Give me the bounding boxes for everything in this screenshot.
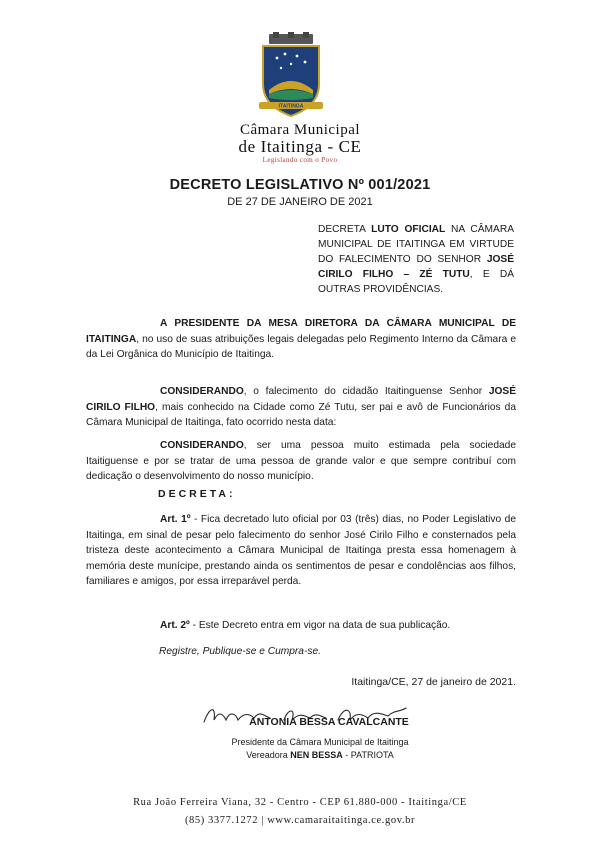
considerando-paragraph-1	[86, 384, 516, 431]
letterhead-motto: Legislando com o Povo	[262, 156, 338, 164]
considerando-paragraph-2	[86, 438, 516, 485]
considerando-2-label: CONSIDERANDO	[160, 440, 244, 451]
ementa	[318, 222, 514, 297]
footer-contact: (85) 3377.1272 | www.camaraitaitinga.ce.gov.br	[184, 815, 416, 826]
signatory-role-2-prefix: Vereadora	[246, 750, 291, 760]
considerando-1-text-a: , o falecimento do cidadão Itaitinguense Senhor	[243, 386, 489, 397]
document-date-subtitle: DE 27 DE JANEIRO DE 2021	[227, 196, 373, 208]
ementa-text-3: , E DÁ OUTRAS PROVIDÊNCIAS.	[318, 269, 514, 295]
letterhead-line-1: Câmara Municipal	[239, 122, 361, 138]
considerando-1-name: JOSÉ CIRILO FILHO	[86, 386, 516, 413]
considerando-1-text-b: , mais conhecido na Cidade como Zé Tutu, ser pai e avô de Funcionários da Câmara Municipal de Itaitinga, fato ocorrido nesta data:	[86, 401, 516, 428]
preamble-paragraph	[86, 316, 516, 363]
ementa-text-2: NA CÂMARA MUNICIPAL DE ITAITINGA EM VIRTUDE DO FALECIMENTO DO SENHOR	[318, 224, 514, 265]
article-2-text: - Este Decreto entra em vigor na data de sua publicação.	[189, 620, 451, 631]
ementa-bold-2: JOSÉ CIRILO FILHO – ZÉ TUTU	[318, 254, 514, 280]
signatory-name: ANTONIA BESSA CAVALCANTE	[249, 716, 409, 728]
article-1-label: Art. 1º	[160, 514, 191, 525]
footer-address: Rua João Ferreira Viana, 32 - Centro - CEP 61.880-000 - Itaitinga/CE	[133, 797, 467, 808]
preamble-text: , no uso de suas atribuições legais delegadas pelo Regimento Interno da Câmara e da Lei Orgânica do Município de Itaitinga.	[86, 333, 516, 360]
signatory-nickname: NEN BESSA	[290, 750, 343, 760]
crest-ribbon-text: ITAITINGA	[278, 103, 304, 110]
signatory-role: Presidente da Câmara Municipal de Itaitinga	[231, 737, 409, 747]
preamble-bold: A PRESIDENTE DA MESA DIRETORA DA CÂMARA MUNICIPAL DE ITAITINGA	[86, 318, 516, 345]
ementa-bold-1: LUTO OFICIAL	[371, 224, 446, 235]
article-1-text: - Fica decretado luto oficial por 03 (três) dias, no Poder Legislativo de Itaitinga, em sinal de pesar pelo falecimento do senhor José Cirilo Filho e consternados pela tristeza deste acontecimento a Câmara Municipal de Itaitinga presta essa homenagem à memória deste munícipe, prestando ainda os sentimentos de pesar e condolências aos filhos, familiares e amigos, por essa irreparável perda.	[86, 514, 517, 587]
decreta-heading: DECRETA:	[158, 488, 236, 500]
ementa-text-1: DECRETA	[318, 224, 372, 235]
considerando-1-label: CONSIDERANDO	[160, 386, 244, 397]
article-2	[86, 618, 516, 634]
date-line: Itaitinga/CE, 27 de janeiro de 2021.	[351, 676, 516, 688]
document-title: DECRETO LEGISLATIVO Nº 001/2021	[169, 177, 431, 193]
considerando-2-text: , ser uma pessoa muito estimada pela sociedade Itaitiguense e por se tratar de uma pessoa de grande valor e que sempre contribuí com dedicação o desenvolvimento do nosso município.	[86, 440, 516, 482]
signatory-role-2	[40, 750, 600, 760]
letterhead-line-2: de Itaitinga - CE	[238, 137, 362, 156]
signatory-party: - PATRIOTA	[342, 750, 394, 760]
registre-line: Registre, Publique-se e Cumpra-se.	[159, 646, 321, 657]
article-1	[86, 512, 516, 590]
article-2-label: Art. 2º	[160, 620, 190, 631]
coat-of-arms-icon	[255, 32, 327, 118]
